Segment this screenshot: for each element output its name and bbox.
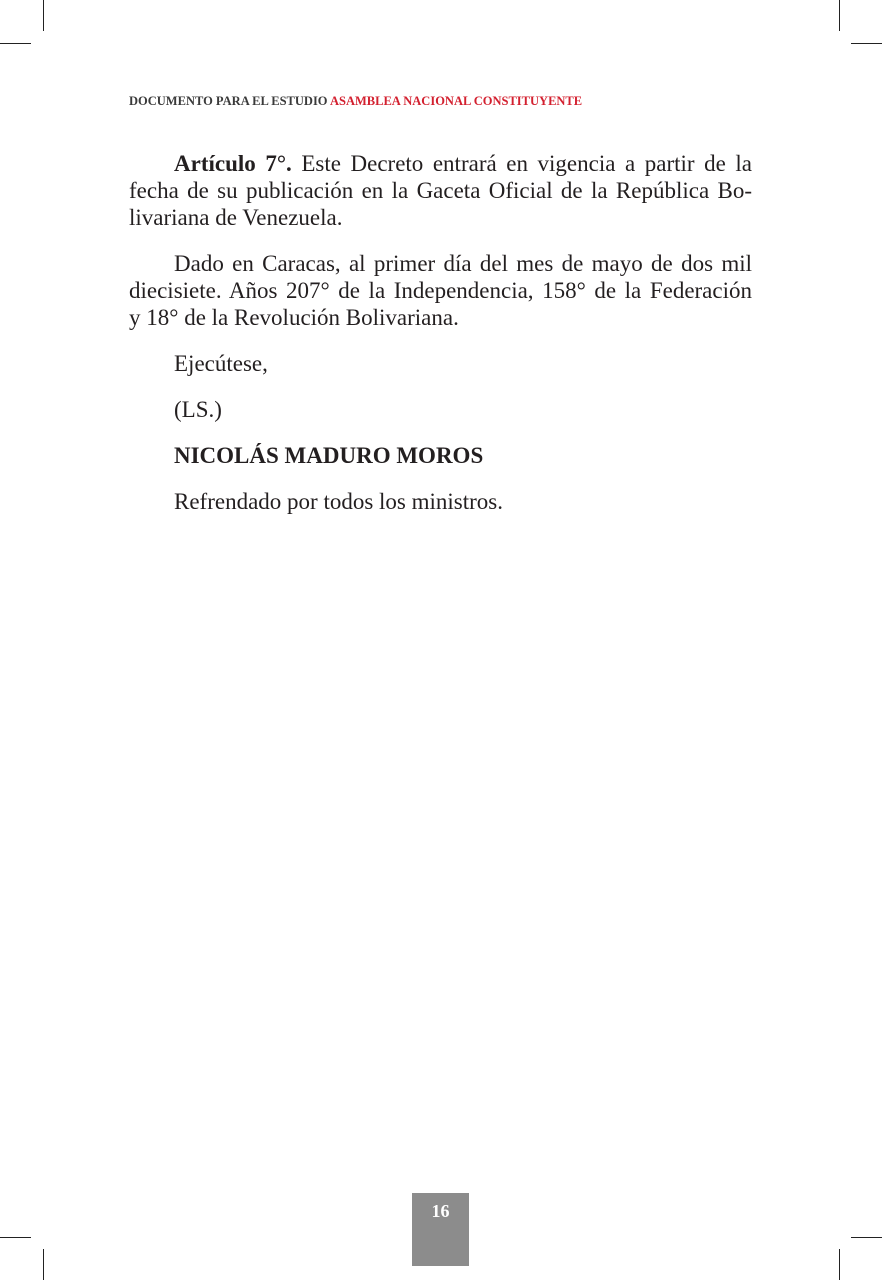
signatory-name: NICOLÁS MADURO MOROS [174, 443, 484, 468]
header-prefix: DOCUMENTO PARA EL ESTUDIO [129, 94, 328, 108]
text-line: y 18° de la Revolución Bolivariana. [129, 305, 459, 330]
article-label: Artículo 7°. [174, 151, 292, 176]
text-line [129, 150, 752, 177]
crop-mark [839, 0, 840, 31]
countersigned-text: Refrendado por todos los ministros. [174, 489, 503, 514]
header-highlight: ASAMBLEA NACIONAL CONSTITUYENTE [329, 94, 583, 108]
document-body [129, 150, 752, 534]
seal-text: (LS.) [174, 397, 222, 422]
execute-text: Ejecútese, [174, 351, 268, 376]
page-number: 16 [412, 1193, 469, 1266]
crop-mark [851, 1237, 882, 1238]
text-line: Dado en Caracas, al primer día del mes de mayo de dos mil [174, 251, 752, 276]
crop-mark [43, 0, 44, 31]
crop-mark [0, 43, 31, 44]
text-line: diecisiete. Años 207° de la Independencia, 158° de la Federación [129, 278, 752, 303]
text-line: livariana de Venezuela. [129, 205, 343, 230]
line-text: Este Decreto entrará en vigencia a partir de la [301, 151, 752, 176]
article-7-paragraph [129, 150, 752, 231]
running-header [129, 94, 582, 109]
text-line: fecha de su publicación en la Gaceta Oficial de la República Bo- [129, 178, 752, 203]
dated-paragraph [129, 250, 752, 331]
crop-mark [851, 43, 882, 44]
crop-mark [0, 1237, 31, 1238]
crop-mark [43, 1249, 44, 1280]
crop-mark [839, 1249, 840, 1280]
